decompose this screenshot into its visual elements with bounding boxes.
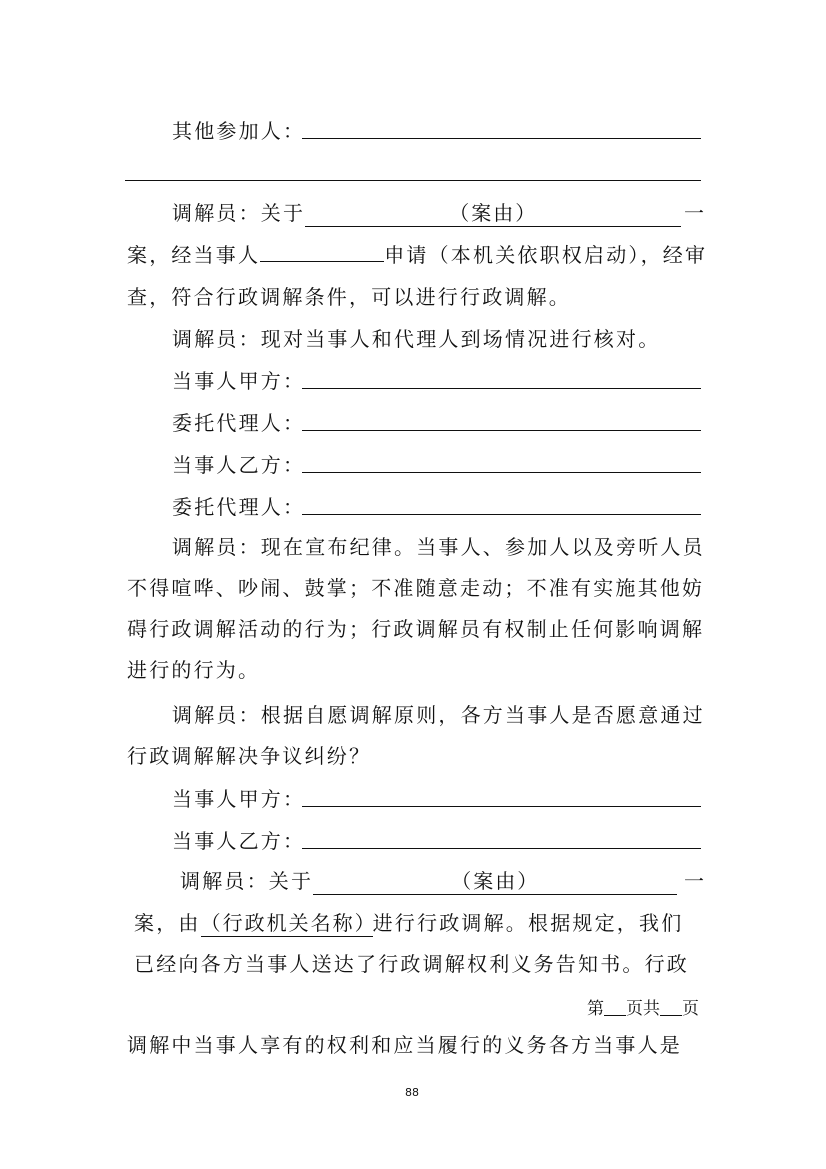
page-count-footer — [587, 994, 699, 1019]
party-a2-label: 当事人甲方： — [172, 787, 306, 811]
agency-tail: 进行行政调解。根据规定，我们 — [372, 911, 684, 935]
mediator-case-label: 调解员：关于 — [172, 201, 306, 225]
party-a-label: 当事人甲方： — [172, 369, 306, 393]
party-a2-field[interactable] — [302, 806, 701, 807]
other-participants-field-2[interactable] — [125, 180, 701, 181]
case-tail-char: 一 — [684, 201, 707, 225]
page-mid: 页共 — [626, 999, 660, 1019]
agent-b-field[interactable] — [302, 514, 701, 515]
agency-line — [134, 908, 683, 938]
notice-line: 已经向各方当事人送达了行政调解权利义务告知书。行政 — [134, 952, 689, 976]
page-prefix: 第 — [587, 999, 604, 1019]
applicant-label: 案，经当事人 — [127, 243, 261, 267]
discipline-line-3: 碍行政调解活动的行为；行政调解员有权制止任何影响调解 — [127, 617, 705, 641]
party-b2-field[interactable] — [302, 848, 701, 849]
current-page-blank[interactable] — [604, 997, 626, 1016]
mediator-case-line-2 — [180, 866, 677, 896]
agency-name-hint: （行政机关名称） — [200, 911, 377, 935]
review-line: 查，符合行政调解条件，可以进行行政调解。 — [127, 285, 571, 309]
discipline-line-4: 进行的行为。 — [127, 658, 261, 682]
case-cause-field[interactable] — [305, 200, 681, 227]
rights-line: 调解中当事人享有的权利和应当履行的义务各方当事人是 — [127, 1033, 682, 1057]
party-a-field[interactable] — [302, 388, 701, 389]
applicant-line — [127, 240, 707, 270]
voluntary-line-1: 调解员：根据自愿调解原则，各方当事人是否愿意通过 — [172, 703, 705, 727]
other-participants-field[interactable] — [302, 138, 701, 139]
agency-name-field[interactable] — [200, 910, 377, 937]
case-cause-hint: （案由） — [449, 201, 538, 225]
case-tail-char-2: 一 — [684, 869, 707, 893]
total-pages-blank[interactable] — [660, 997, 682, 1016]
agent-b-label: 委托代理人： — [172, 495, 306, 519]
discipline-line-2: 不得喧哗、吵闹、鼓掌；不准随意走动；不准有实施其他妨 — [127, 576, 705, 600]
other-participants-label: 其他参加人： — [172, 119, 306, 143]
applicant-tail: 申请（本机关依职权启动），经审 — [384, 243, 708, 267]
agency-label: 案，由 — [134, 911, 201, 935]
applicant-field[interactable] — [260, 261, 384, 262]
party-b-label: 当事人乙方： — [172, 453, 306, 477]
discipline-line-1: 调解员：现在宣布纪律。当事人、参加人以及旁听人员 — [172, 535, 705, 559]
mediator-case-line — [172, 198, 681, 228]
case-cause-hint-2: （案由） — [451, 869, 540, 893]
agent-a-label: 委托代理人： — [172, 411, 306, 435]
agent-a-field[interactable] — [302, 430, 701, 431]
party-b-field[interactable] — [302, 472, 701, 473]
mediator-case-label-2: 调解员：关于 — [180, 869, 314, 893]
voluntary-line-2: 行政调解解决争议纠纷？ — [127, 744, 372, 768]
page-suffix: 页 — [682, 999, 699, 1019]
page-number: 88 — [405, 1086, 419, 1099]
case-cause-field-2[interactable] — [313, 868, 677, 895]
verify-attendance-line: 调解员：现对当事人和代理人到场情况进行核对。 — [172, 327, 661, 351]
party-b2-label: 当事人乙方： — [172, 829, 306, 853]
